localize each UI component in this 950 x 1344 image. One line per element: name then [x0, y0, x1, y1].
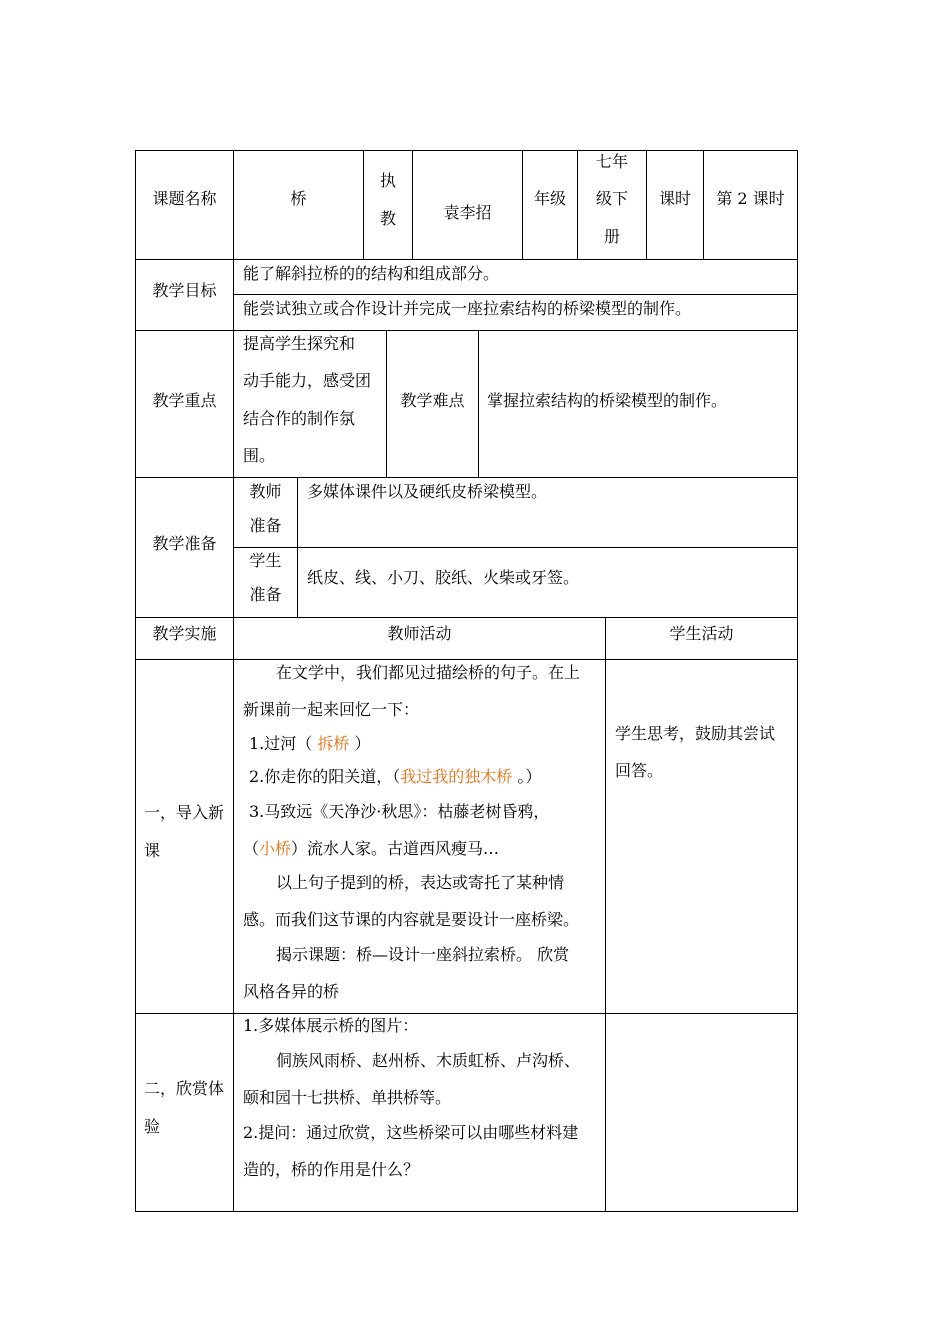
table-line: [234, 547, 798, 548]
teacher-label-1: 执: [379, 171, 396, 190]
section1-paragraph: 新课前一起来回忆一下：: [243, 700, 420, 719]
table-line: [135, 1013, 798, 1014]
section2-line: 造的，桥的作用是什么？: [243, 1160, 420, 1179]
table-line: [135, 330, 798, 331]
table-line: [363, 150, 364, 259]
teacher-label-2: 教: [379, 209, 396, 228]
student-prep-label-2: 准备: [249, 585, 282, 604]
table-line: [234, 294, 798, 295]
topic-value: 桥: [290, 189, 307, 208]
section2-label-2: 验: [144, 1117, 161, 1136]
teacher-activity-header: 教师活动: [387, 624, 452, 643]
impl-label: 教学实施: [152, 624, 217, 643]
table-line: [135, 150, 798, 151]
table-line: [135, 659, 798, 660]
grade-value-3: 册: [603, 227, 620, 246]
table-line: [135, 259, 798, 260]
table-line: [135, 617, 798, 618]
section1-paragraph: 感。而我们这节课的内容就是要设计一座桥梁。: [243, 910, 580, 929]
section1-label-2: 课: [144, 841, 161, 860]
question-1: 1.过河（ 拆桥 ）: [249, 734, 371, 753]
table-line: [135, 150, 136, 1212]
section2-line: 2.提问：通过欣赏，这些桥梁可以由哪些材料建: [243, 1123, 579, 1142]
section2-line: 颐和园十七拱桥、单拱桥等。: [243, 1088, 452, 1107]
grade-value-1: 七年: [595, 152, 628, 171]
section1-paragraph: 在文学中，我们都见过描绘桥的句子。在上: [276, 663, 581, 682]
key-line: 围。: [243, 446, 276, 465]
table-line: [135, 477, 798, 478]
topic-label: 课题名称: [152, 189, 217, 208]
section1-paragraph: 以上句子提到的桥，表达或寄托了某种情: [276, 873, 565, 892]
table-line: [797, 150, 798, 1212]
question-2: 2.你走你的阳关道，（我过我的独木桥 。）: [249, 767, 542, 786]
student-prep-value: 纸皮、线、小刀、胶纸、火柴或牙签。: [307, 568, 580, 587]
table-line: [135, 1211, 798, 1212]
answer-3: 小桥: [259, 839, 292, 858]
answer-1: 拆桥: [317, 734, 350, 753]
student-activity-text: 学生思考，鼓励其尝试: [615, 724, 776, 743]
goals-label: 教学目标: [152, 281, 217, 300]
question-3-continued: （小桥）流水人家。古道西风瘦马…: [243, 839, 500, 858]
question-3: 3.马致远《天净沙·秋思》：枯藤老树昏鸦，: [249, 802, 550, 821]
table-line: [478, 330, 479, 477]
prep-label: 教学准备: [152, 534, 217, 553]
section1-label-1: 一，导入新: [144, 803, 225, 822]
key-line: 动手能力，感受团: [243, 371, 372, 390]
answer-2: 我过我的独木桥: [400, 767, 513, 786]
teacher-prep-value: 多媒体课件以及硬纸皮桥梁模型。: [307, 482, 548, 501]
key-label: 教学重点: [152, 391, 217, 410]
table-line: [297, 477, 298, 617]
goal-item-1: 能了解斜拉桥的的结构和组成部分。: [243, 264, 500, 283]
difficulty-value: 掌握拉索结构的桥梁模型的制作。: [487, 391, 728, 410]
teacher-prep-label-2: 准备: [249, 516, 282, 535]
grade-label: 年级: [533, 189, 566, 208]
table-line: [233, 150, 234, 1212]
difficulty-label: 教学难点: [400, 391, 465, 410]
period-value: 第 2 课时: [716, 189, 785, 208]
section1-paragraph: 风格各异的桥: [243, 982, 340, 1001]
student-prep-label-1: 学生: [249, 551, 282, 570]
goal-item-2: 能尝试独立或合作设计并完成一座拉索结构的桥梁模型的制作。: [243, 299, 692, 318]
grade-value-2: 级下: [595, 189, 628, 208]
teacher-prep-label-1: 教师: [249, 482, 282, 501]
table-line: [605, 617, 606, 1212]
student-activity-header: 学生活动: [669, 624, 734, 643]
section2-line: 1.多媒体展示桥的图片：: [243, 1016, 419, 1035]
key-line: 结合作的制作氛: [243, 409, 356, 428]
student-activity-text: 回答。: [615, 761, 664, 780]
teacher-value: 袁李招: [443, 203, 492, 222]
section1-paragraph: 揭示课题：桥—设计一座斜拉索桥。 欣赏: [276, 945, 570, 964]
key-line: 提高学生探究和: [243, 334, 356, 353]
section2-line: 侗族风雨桥、赵州桥、木质虹桥、卢沟桥、: [276, 1051, 581, 1070]
section2-label-1: 二，欣赏体: [144, 1079, 225, 1098]
period-label: 课时: [658, 189, 691, 208]
